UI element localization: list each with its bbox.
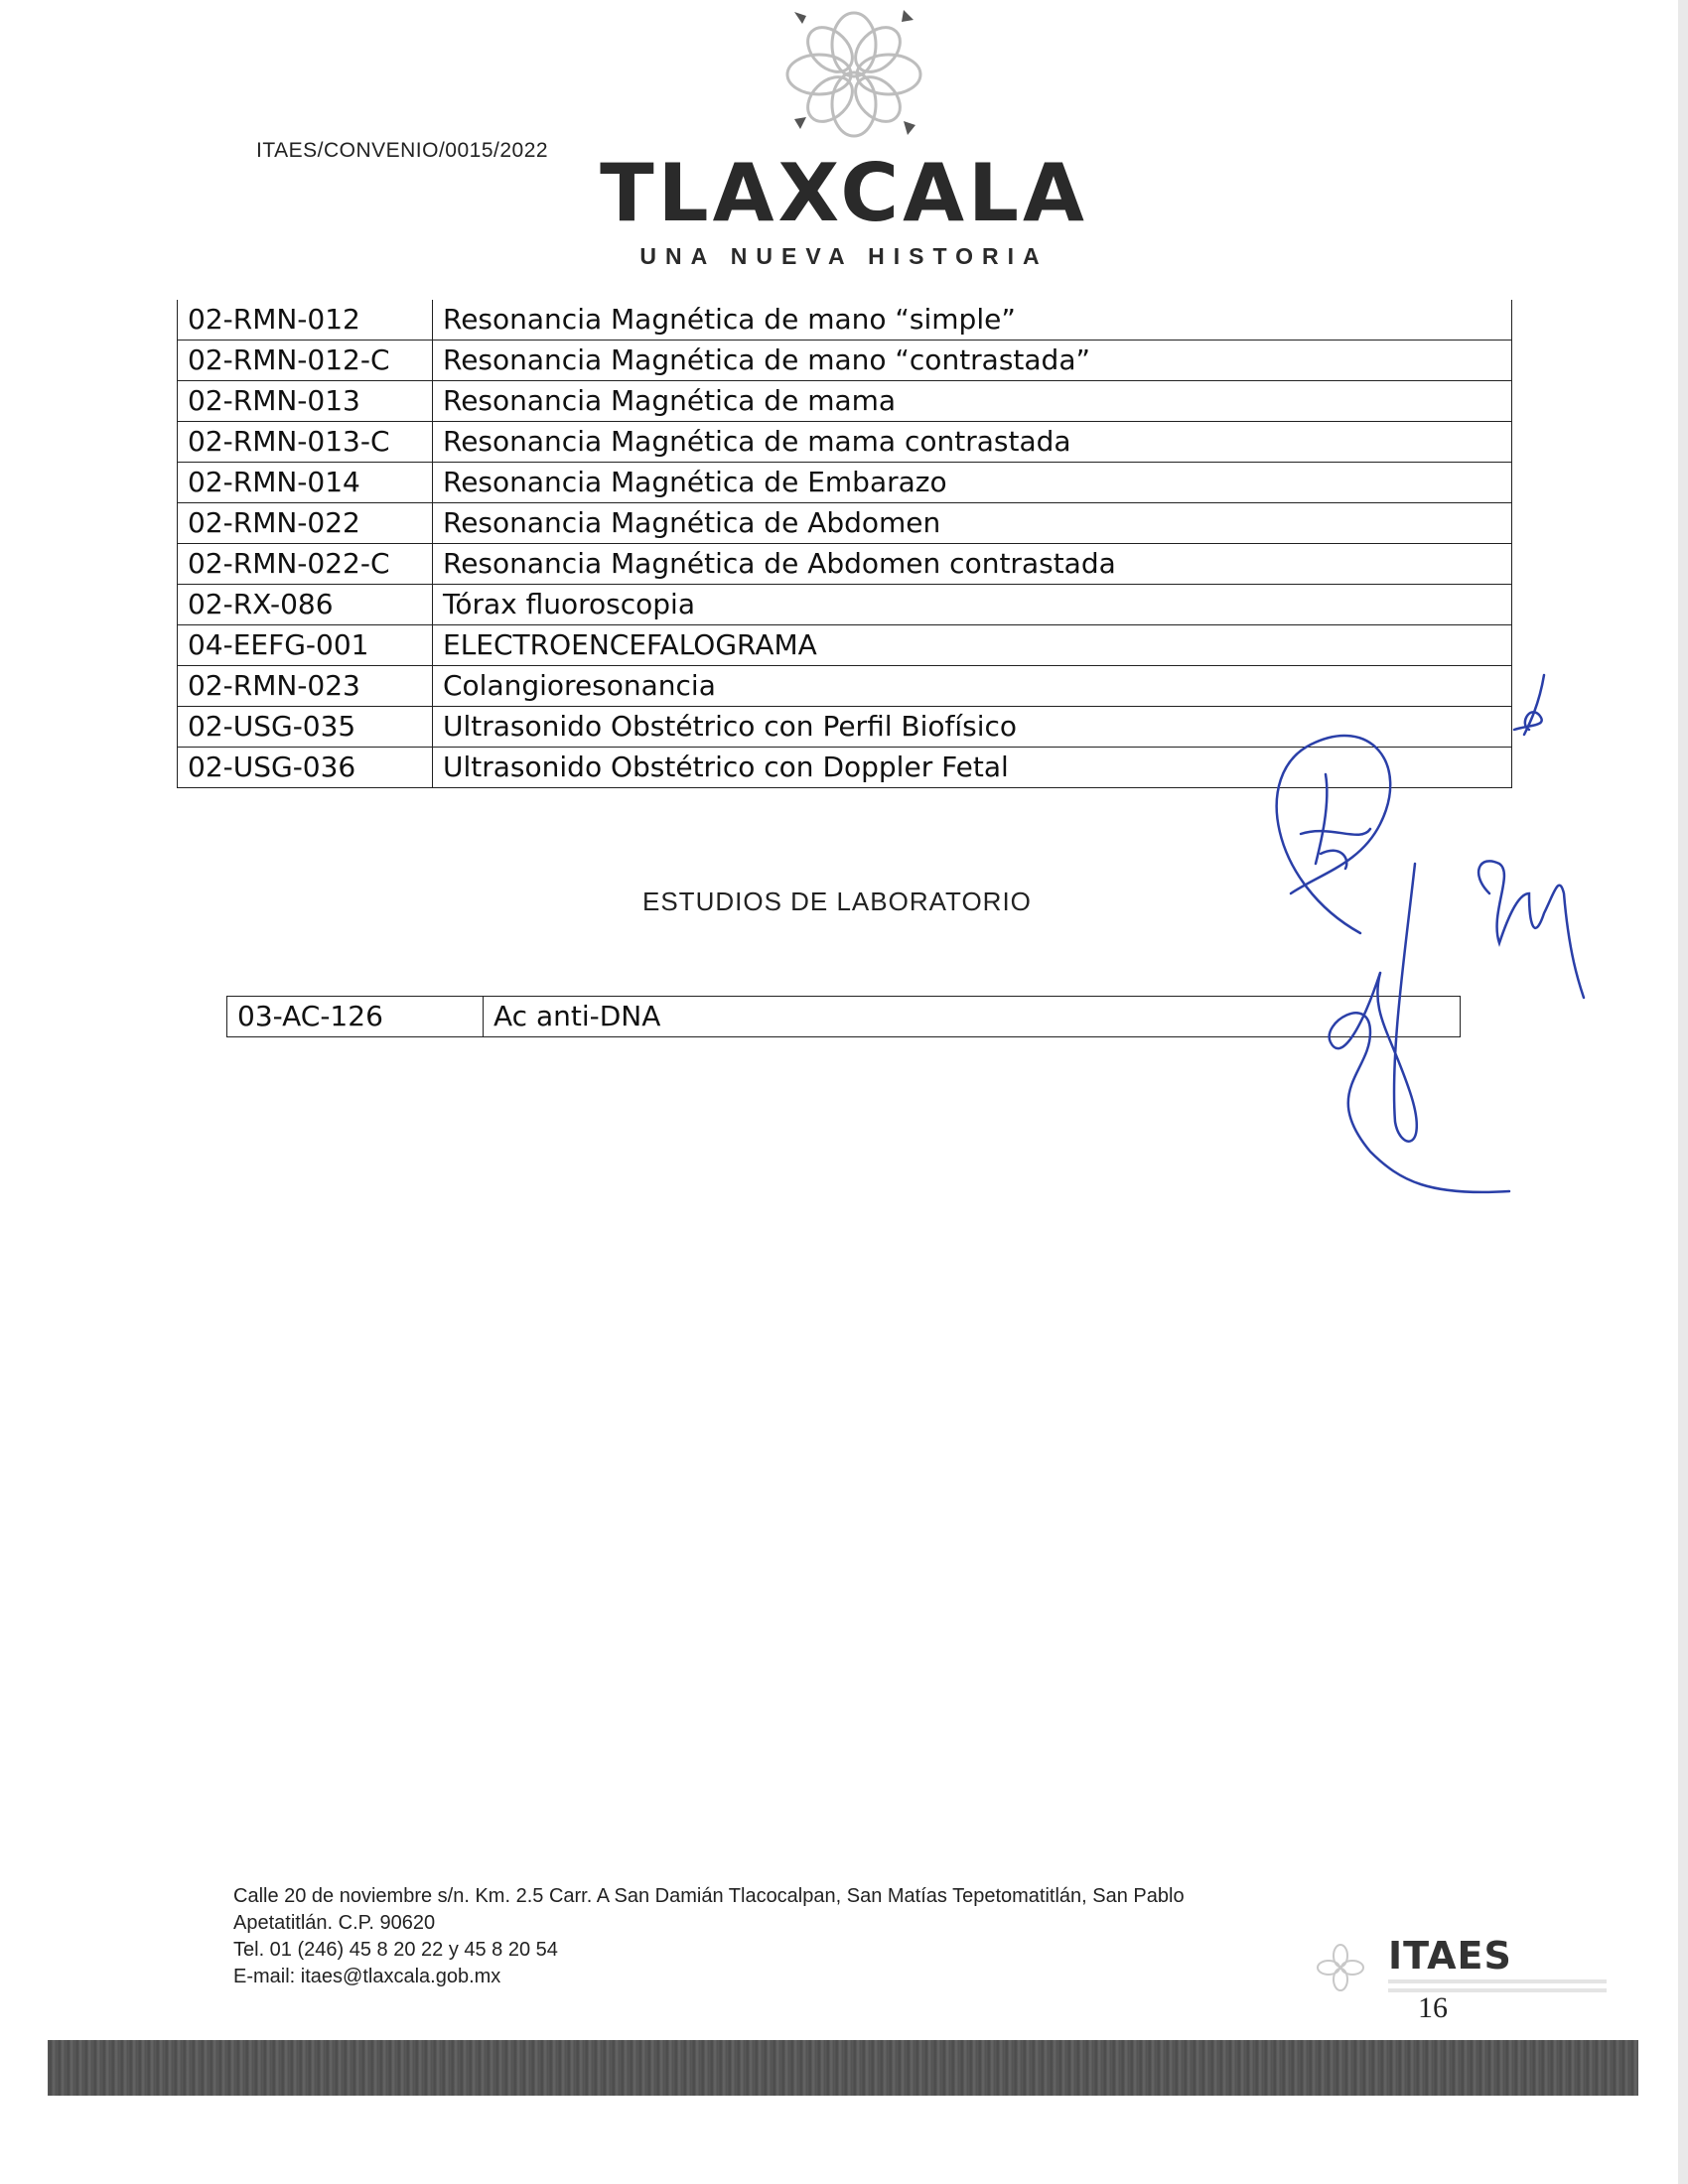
table-row [178,422,1512,463]
study-code: 03-AC-126 [227,997,484,1037]
table-row [178,463,1512,503]
page-number: 16 [1418,1991,1448,2024]
document-reference: ITAES/CONVENIO/0015/2022 [256,139,549,162]
study-description: Ac anti-DNA [484,997,1461,1037]
study-description: Resonancia Magnética de Abdomen [433,503,1512,544]
study-description: Resonancia Magnética de mano “contrastada” [433,341,1512,381]
signature-mark [1377,864,1416,1142]
tlaxcala-emblem-icon [755,0,953,149]
signature-mark [1514,675,1544,735]
study-description: ELECTROENCEFALOGRAMA [433,625,1512,666]
study-code: 02-RX-086 [178,585,433,625]
brand-title: TLAXCALA [600,147,1088,239]
table-row [178,341,1512,381]
study-description: Resonancia Magnética de mano “simple” [433,300,1512,341]
study-description: Resonancia Magnética de mama [433,381,1512,422]
footer-bar [48,2040,1638,2096]
study-description: Resonancia Magnética de Abdomen contrastada [433,544,1512,585]
lab-section-title: ESTUDIOS DE LABORATORIO [642,887,1032,916]
signature-mark [1277,736,1390,933]
study-description: Colangioresonancia [433,666,1512,707]
signature-mark [1301,774,1370,869]
itaes-logo-name: ITAES [1388,1934,1512,1978]
table-row [178,381,1512,422]
itaes-logo [1311,1934,1609,2013]
table-row [178,544,1512,585]
signature-mark [1330,973,1509,1192]
study-description: Resonancia Magnética de mama contrastada [433,422,1512,463]
study-description: Ultrasonido Obstétrico con Perfil Biofísico [433,707,1512,748]
footer-address-line: Calle 20 de noviembre s/n. Km. 2.5 Carr. A San Damián Tlacocalpan, San Matías Tepetomatitlán, San Pablo [233,1885,1185,1907]
study-code: 02-RMN-023 [178,666,433,707]
study-code: 02-RMN-012 [178,300,433,341]
table-row [178,503,1512,544]
footer-contact [233,1883,1425,1990]
handwritten-signatures [1231,655,1628,1211]
signature-mark [1478,861,1584,998]
study-code: 02-USG-035 [178,707,433,748]
study-description: Ultrasonido Obstétrico con Doppler Fetal [433,748,1512,788]
page-edge-shadow [1678,0,1688,2184]
table-row [178,585,1512,625]
study-code: 02-RMN-014 [178,463,433,503]
study-code: 04-EEFG-001 [178,625,433,666]
study-code: 02-USG-036 [178,748,433,788]
study-code: 02-RMN-013 [178,381,433,422]
brand-subtitle: UNA NUEVA HISTORIA [639,243,1049,269]
study-code: 02-RMN-013-C [178,422,433,463]
study-code: 02-RMN-022-C [178,544,433,585]
study-code: 02-RMN-022 [178,503,433,544]
table-row [178,300,1512,341]
study-code: 02-RMN-012-C [178,341,433,381]
brand-block [576,147,1112,270]
itaes-emblem-icon [1311,1938,1370,1997]
footer-address-line: Apetatitlán. C.P. 90620 [233,1912,436,1934]
study-description: Tórax fluoroscopia [433,585,1512,625]
footer-phone: Tel. 01 (246) 45 8 20 22 y 45 8 20 54 [233,1939,558,1961]
study-description: Resonancia Magnética de Embarazo [433,463,1512,503]
footer-email: E-mail: itaes@tlaxcala.gob.mx [233,1966,501,1987]
